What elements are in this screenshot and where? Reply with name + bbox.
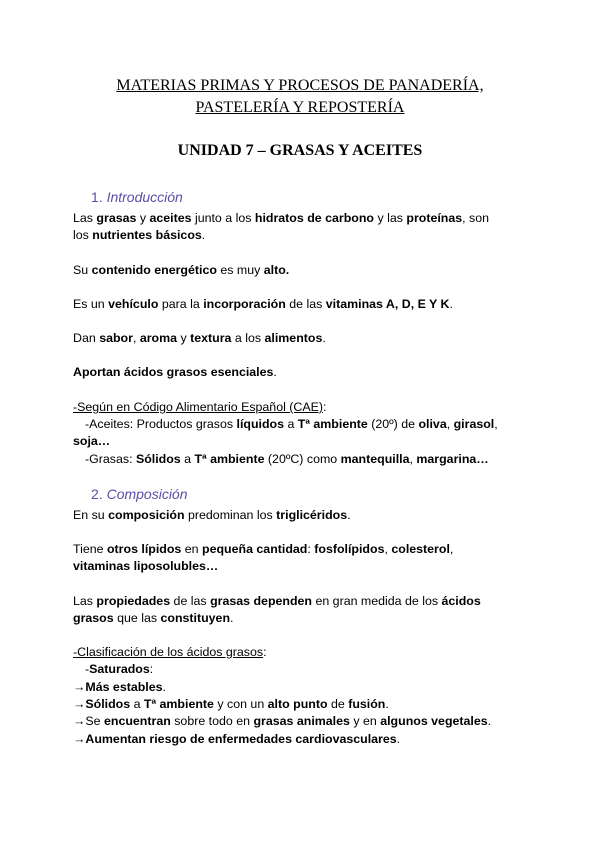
section-heading-composicion xyxy=(91,486,188,502)
section-number: 2. xyxy=(91,486,103,502)
paragraph-line: En su composición predominan los triglicéridos. xyxy=(73,508,351,522)
cae-heading: -Según en Código Alimentario Español (CAE): xyxy=(73,400,327,414)
aceites-definition: -Aceites: Productos grasos líquidos a Tª ambiente (20º) de oliva, girasol, xyxy=(85,417,498,431)
document-title-line-2: PASTELERÍA Y REPOSTERÍA xyxy=(195,99,405,116)
saturados-label: -Saturados: xyxy=(85,662,154,676)
arrow-icon: → xyxy=(73,732,86,746)
bullet-line: →Sólidos a Tª ambiente y con un alto punto de fusión. xyxy=(73,697,389,711)
paragraph-line: grasos que las constituyen. xyxy=(73,611,234,625)
arrow-icon: → xyxy=(73,680,86,694)
bullet-line: →Aumentan riesgo de enfermedades cardiovasculares. xyxy=(73,732,401,746)
paragraph-line: los nutrientes básicos. xyxy=(73,228,206,242)
paragraph-line: Las propiedades de las grasas dependen en gran medida de los ácidos xyxy=(73,594,481,608)
paragraph-line: vitaminas liposolubles… xyxy=(73,559,219,573)
section-title: Introducción xyxy=(106,189,183,205)
paragraph-line: Su contenido energético es muy alto. xyxy=(73,263,290,277)
aceites-definition-cont: soja… xyxy=(73,434,111,448)
document-title-line-1: MATERIAS PRIMAS Y PROCESOS DE PANADERÍA, xyxy=(116,77,484,94)
bullet-line: →Se encuentran sobre todo en grasas animales y en algunos vegetales. xyxy=(73,714,492,728)
unit-title: UNIDAD 7 – GRASAS Y ACEITES xyxy=(177,142,423,159)
section-number: 1. xyxy=(91,189,103,205)
paragraph-line: Dan sabor, aroma y textura a los alimentos. xyxy=(73,331,326,345)
clasificacion-heading: -Clasificación de los ácidos grasos: xyxy=(73,645,267,659)
bullet-line: →Más estables. xyxy=(73,680,166,694)
arrow-icon: → xyxy=(73,697,86,711)
section-heading-introduccion xyxy=(91,189,183,205)
paragraph-line: Tiene otros lípidos en pequeña cantidad: fosfolípidos, colesterol, xyxy=(73,542,454,556)
paragraph-line: Aportan ácidos grasos esenciales. xyxy=(73,365,277,379)
grasas-definition: -Grasas: Sólidos a Tª ambiente (20ºC) como mantequilla, margarina… xyxy=(85,452,489,466)
section-title: Composición xyxy=(106,486,188,502)
paragraph-line: Las grasas y aceites junto a los hidratos de carbono y las proteínas, son xyxy=(73,211,490,225)
paragraph-line: Es un vehículo para la incorporación de las vitaminas A, D, E Y K. xyxy=(73,297,453,311)
